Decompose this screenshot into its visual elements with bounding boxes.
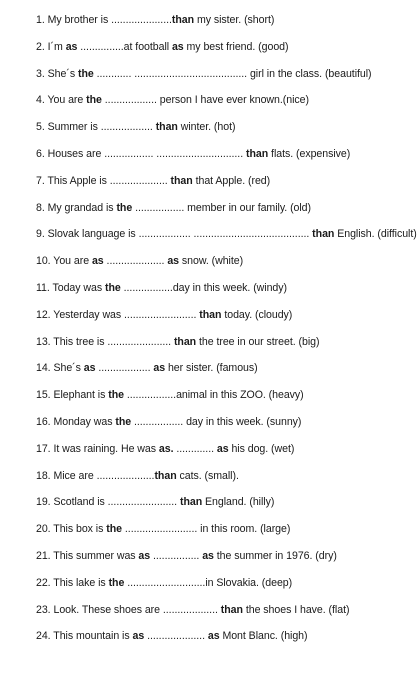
exercise-line (36, 228, 417, 241)
exercise-line (36, 470, 239, 483)
sentence-text: She´s (44, 67, 78, 80)
keyword: than (312, 228, 335, 241)
sentence-text: ............. (173, 442, 217, 455)
sentence-text: his dog. (wet) (228, 442, 295, 455)
sentence-text: ................. day in this week. (sunny) (131, 416, 302, 428)
sentence-text: .................... (103, 255, 168, 268)
exercise-line (36, 416, 301, 429)
exercise-line (36, 282, 287, 295)
keyword: as (202, 550, 214, 562)
keyword: the (106, 523, 123, 536)
sentence-text: This mountain is (50, 630, 133, 643)
sentence-text: .................. person I have ever known.(nice) (101, 94, 309, 107)
exercise-number: 14. (36, 362, 51, 375)
sentence-text: my best friend. (good) (183, 40, 289, 53)
sentence-text: Summer is .................. (44, 121, 156, 134)
exercise-line (36, 336, 319, 349)
keyword: as (216, 442, 229, 455)
sentence-text: today. (cloudy) (221, 308, 293, 321)
keyword: than (220, 603, 243, 616)
exercise-number: 4. (36, 94, 45, 107)
sentence-text: her sister. (famous) (165, 362, 258, 375)
sentence-text: Mice are .................... (50, 469, 155, 482)
exercise-number: 21. (36, 550, 51, 562)
sentence-text: This box is (50, 523, 107, 536)
sentence-text: the shoes I have. (flat) (242, 603, 350, 616)
exercise-number: 1. (36, 14, 45, 26)
keyword: the (105, 282, 121, 294)
sentence-text: You are (44, 94, 87, 107)
exercise-line (36, 255, 243, 268)
sentence-text: This tree is ...................... (50, 335, 174, 348)
exercise-number: 3. (36, 67, 45, 80)
keyword: the (86, 94, 102, 107)
exercise-number: 16. (36, 416, 51, 428)
sentence-text: She´s (50, 362, 84, 375)
sentence-text: my sister. (short) (194, 14, 275, 26)
sentence-text: This lake is (50, 576, 109, 589)
sentence-text: winter. (hot) (177, 121, 236, 134)
exercise-line (36, 121, 235, 134)
keyword: as (153, 362, 166, 375)
keyword: the (108, 389, 124, 402)
exercise-line (36, 94, 309, 107)
exercise-line (36, 523, 290, 536)
sentence-text: ................. member in our family. (old) (132, 201, 312, 214)
sentence-text: snow. (white) (179, 255, 244, 268)
sentence-text: My grandad is (44, 201, 117, 214)
keyword: than (170, 174, 193, 187)
exercise-line (36, 443, 294, 456)
keyword: than (199, 308, 222, 321)
sentence-text: that Apple. (red) (192, 174, 271, 187)
exercise-line (36, 389, 304, 402)
exercise-number: 19. (36, 496, 51, 509)
exercise-line (36, 496, 274, 509)
keyword: than (155, 121, 178, 134)
sentence-text: .................... (144, 630, 208, 643)
exercise-number: 11. (36, 282, 50, 294)
exercise-number: 10. (36, 255, 51, 268)
exercise-line (36, 604, 349, 617)
sentence-text: Mont Blanc. (high) (219, 630, 308, 643)
sentence-text: cats. (small). (176, 469, 239, 482)
sentence-text: ............ ....................................... girl in the class. (beautiful) (93, 67, 372, 80)
keyword: than (171, 14, 195, 26)
sentence-text: Monday was (50, 416, 116, 428)
keyword: than (245, 148, 269, 160)
keyword: as (132, 630, 145, 643)
sentence-text: .................animal in this ZOO. (heavy) (123, 389, 304, 402)
keyword: the (77, 67, 94, 80)
keyword: the (108, 576, 125, 589)
keyword: as (65, 40, 78, 53)
exercise-number: 18. (36, 469, 51, 482)
sentence-text: ................ (150, 550, 203, 562)
keyword: than (154, 469, 177, 482)
exercise-number: 15. (36, 389, 51, 402)
exercise-number: 20. (36, 523, 51, 536)
exercise-line (36, 68, 372, 81)
sentence-text: Elephant is (50, 389, 109, 402)
exercise-number: 5. (36, 121, 45, 134)
exercise-number: 13. (36, 335, 51, 348)
sentence-text: England. (hilly) (202, 496, 275, 509)
exercise-number: 22. (36, 576, 51, 589)
keyword: the (115, 416, 132, 428)
keyword: the (116, 201, 133, 214)
exercise-number: 17. (36, 442, 51, 455)
sentence-text: Slovak language is .................. ........................................ (44, 228, 313, 241)
keyword: as (83, 362, 96, 375)
sentence-text: flats. (expensive) (268, 148, 351, 160)
keyword: as (138, 550, 151, 562)
sentence-text: ......................... in this room. (large) (122, 523, 291, 536)
sentence-text: This summer was (50, 550, 139, 562)
sentence-text: the summer in 1976. (dry) (213, 550, 337, 562)
exercise-number: 2. (36, 40, 45, 53)
keyword: as (91, 255, 104, 268)
sentence-text: Today was (49, 282, 105, 294)
keyword: than (173, 335, 197, 348)
exercise-line (36, 630, 308, 643)
keyword: as. (158, 442, 174, 455)
sentence-text: English. (difficult) (334, 228, 417, 241)
sentence-text: I´m (44, 40, 66, 53)
exercise-number: 7. (36, 174, 45, 187)
sentence-text: Houses are ................. .............................. (44, 148, 246, 160)
exercise-line (36, 14, 274, 27)
exercise-line (36, 362, 258, 375)
sentence-text: Look. These shoes are ................... (50, 603, 221, 616)
sentence-text: It was raining. He was (50, 442, 159, 455)
sentence-text: ...............at football (77, 40, 172, 53)
exercise-line (36, 148, 350, 161)
sentence-text: ...........................in Slovakia. (deep) (124, 576, 293, 589)
sentence-text: the tree in our street. (big) (196, 335, 320, 348)
exercise-number: 8. (36, 201, 45, 214)
sentence-text: My brother is ..................... (44, 14, 172, 26)
exercise-line (36, 550, 337, 563)
exercise-line (36, 41, 288, 54)
exercise-line (36, 202, 311, 215)
exercise-number: 23. (36, 603, 51, 616)
sentence-text: Yesterday was ......................... (50, 308, 200, 321)
sentence-text: .................day in this week. (windy) (120, 282, 287, 294)
keyword: as (171, 40, 184, 53)
exercise-number: 9. (36, 228, 45, 241)
exercise-number: 24. (36, 630, 51, 643)
sentence-text: This Apple is .................... (44, 174, 171, 187)
keyword: as (207, 630, 220, 643)
exercise-line (36, 309, 292, 322)
exercise-line (36, 577, 292, 590)
keyword: than (179, 496, 203, 509)
sentence-text: .................. (95, 362, 154, 375)
exercise-line (36, 175, 270, 188)
exercise-number: 12. (36, 308, 51, 321)
sentence-text: You are (50, 255, 92, 268)
exercise-number: 6. (36, 148, 45, 160)
keyword: as (167, 255, 179, 268)
sentence-text: Scotland is ........................ (50, 496, 180, 509)
